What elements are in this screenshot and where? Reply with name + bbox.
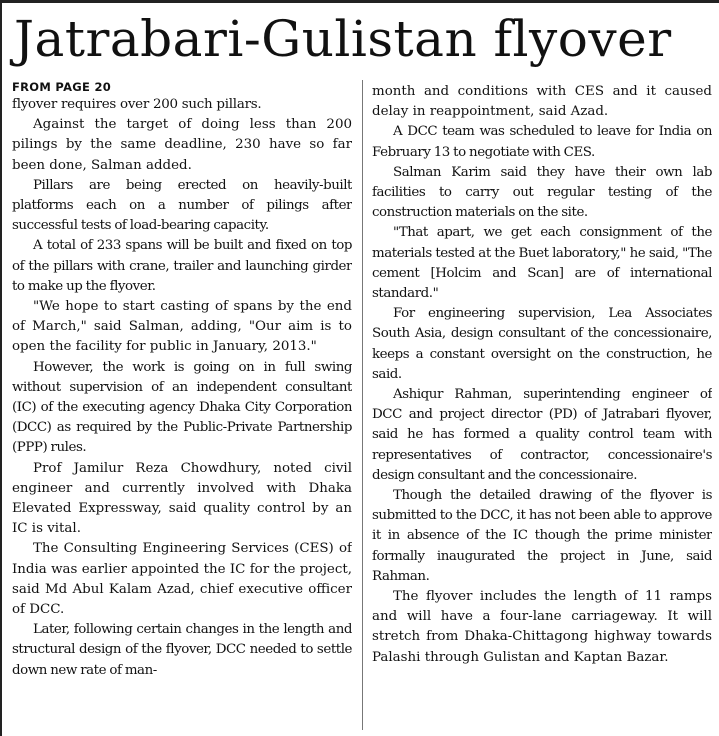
- paragraph: A DCC team was scheduled to leave for India on February 13 to negotiate with CES.: [372, 124, 712, 160]
- paragraph: For engineering supervision, Lea Associates South Asia, design consultant of the concessionaire, keeps a constant oversight on the construction, he said.: [372, 306, 712, 382]
- paragraph: Ashiqur Rahman, superintending engineer of DCC and project director (PD) of Jatrabari flyover, said he has formed a quality control team with representatives of contractor, concessionaire's design consultant and the concessionaire.: [372, 387, 712, 483]
- right-column: [372, 82, 712, 732]
- headline: Jatrabari-Gulistan flyover: [14, 10, 672, 68]
- paragraph: The flyover includes the length of 11 ramps and will have a four-lane carriageway. It will stretch from Dhaka-Chittagong highway towards Palashi through Gulistan and Kaptan Bazar.: [372, 589, 712, 665]
- paragraph: A total of 233 spans will be built and fixed on top of the pillars with crane, trailer and launching girder to make up the flyover.: [12, 238, 352, 294]
- top-border: [0, 0, 719, 3]
- column-divider: [362, 80, 363, 730]
- paragraph: Pillars are being erected on heavily-built platforms each on a number of pilings after successful tests of load-bearing capacity.: [12, 177, 352, 234]
- paragraph: Though the detailed drawing of the flyover is submitted to the DCC, it has not been able to approve it in absence of the IC though the prime minister formally inaugurated the project in June, said Rahman.: [372, 488, 712, 584]
- paragraph: Salman Karim said they have their own lab facilities to carry out regular testing of the construction materials on the site.: [372, 164, 712, 221]
- left-border: [0, 0, 2, 736]
- paragraph: Prof Jamilur Reza Chowdhury, noted civil engineer and currently involved with Dhaka Elevated Expressway, said quality control by an IC is vital.: [12, 460, 352, 537]
- paragraph: flyover requires over 200 such pillars.: [12, 97, 262, 112]
- paragraph: "We hope to start casting of spans by the end of March," said Salman, adding, "Our aim is to open the facility for public in January, 2013.": [12, 299, 352, 355]
- paragraph: "That apart, we get each consignment of the materials tested at the Buet laboratory," he said, "The cement [Holcim and Scan] are of international standard.": [372, 225, 712, 302]
- paragraph: month and conditions with CES and it caused delay in reappointment, said Azad.: [372, 84, 712, 120]
- continuation-kicker: FROM PAGE 20: [12, 80, 112, 94]
- paragraph: Later, following certain changes in the length and structural design of the flyover, DCC needed to settle down new rate of man-: [12, 622, 352, 678]
- paragraph: The Consulting Engineering Services (CES) of India was earlier appointed the IC for the project, said Md Abul Kalam Azad, chief executive officer of DCC.: [12, 541, 352, 618]
- paragraph: Against the target of doing less than 200 pilings by the same deadline, 230 have so far been done, Salman added.: [12, 117, 352, 173]
- paragraph: However, the work is going on in full swing without supervision of an independent consultant (IC) of the executing agency Dhaka City Corporation (DCC) as required by the Public-Private Partnership (PPP) rules.: [12, 359, 352, 456]
- left-column: [12, 80, 352, 730]
